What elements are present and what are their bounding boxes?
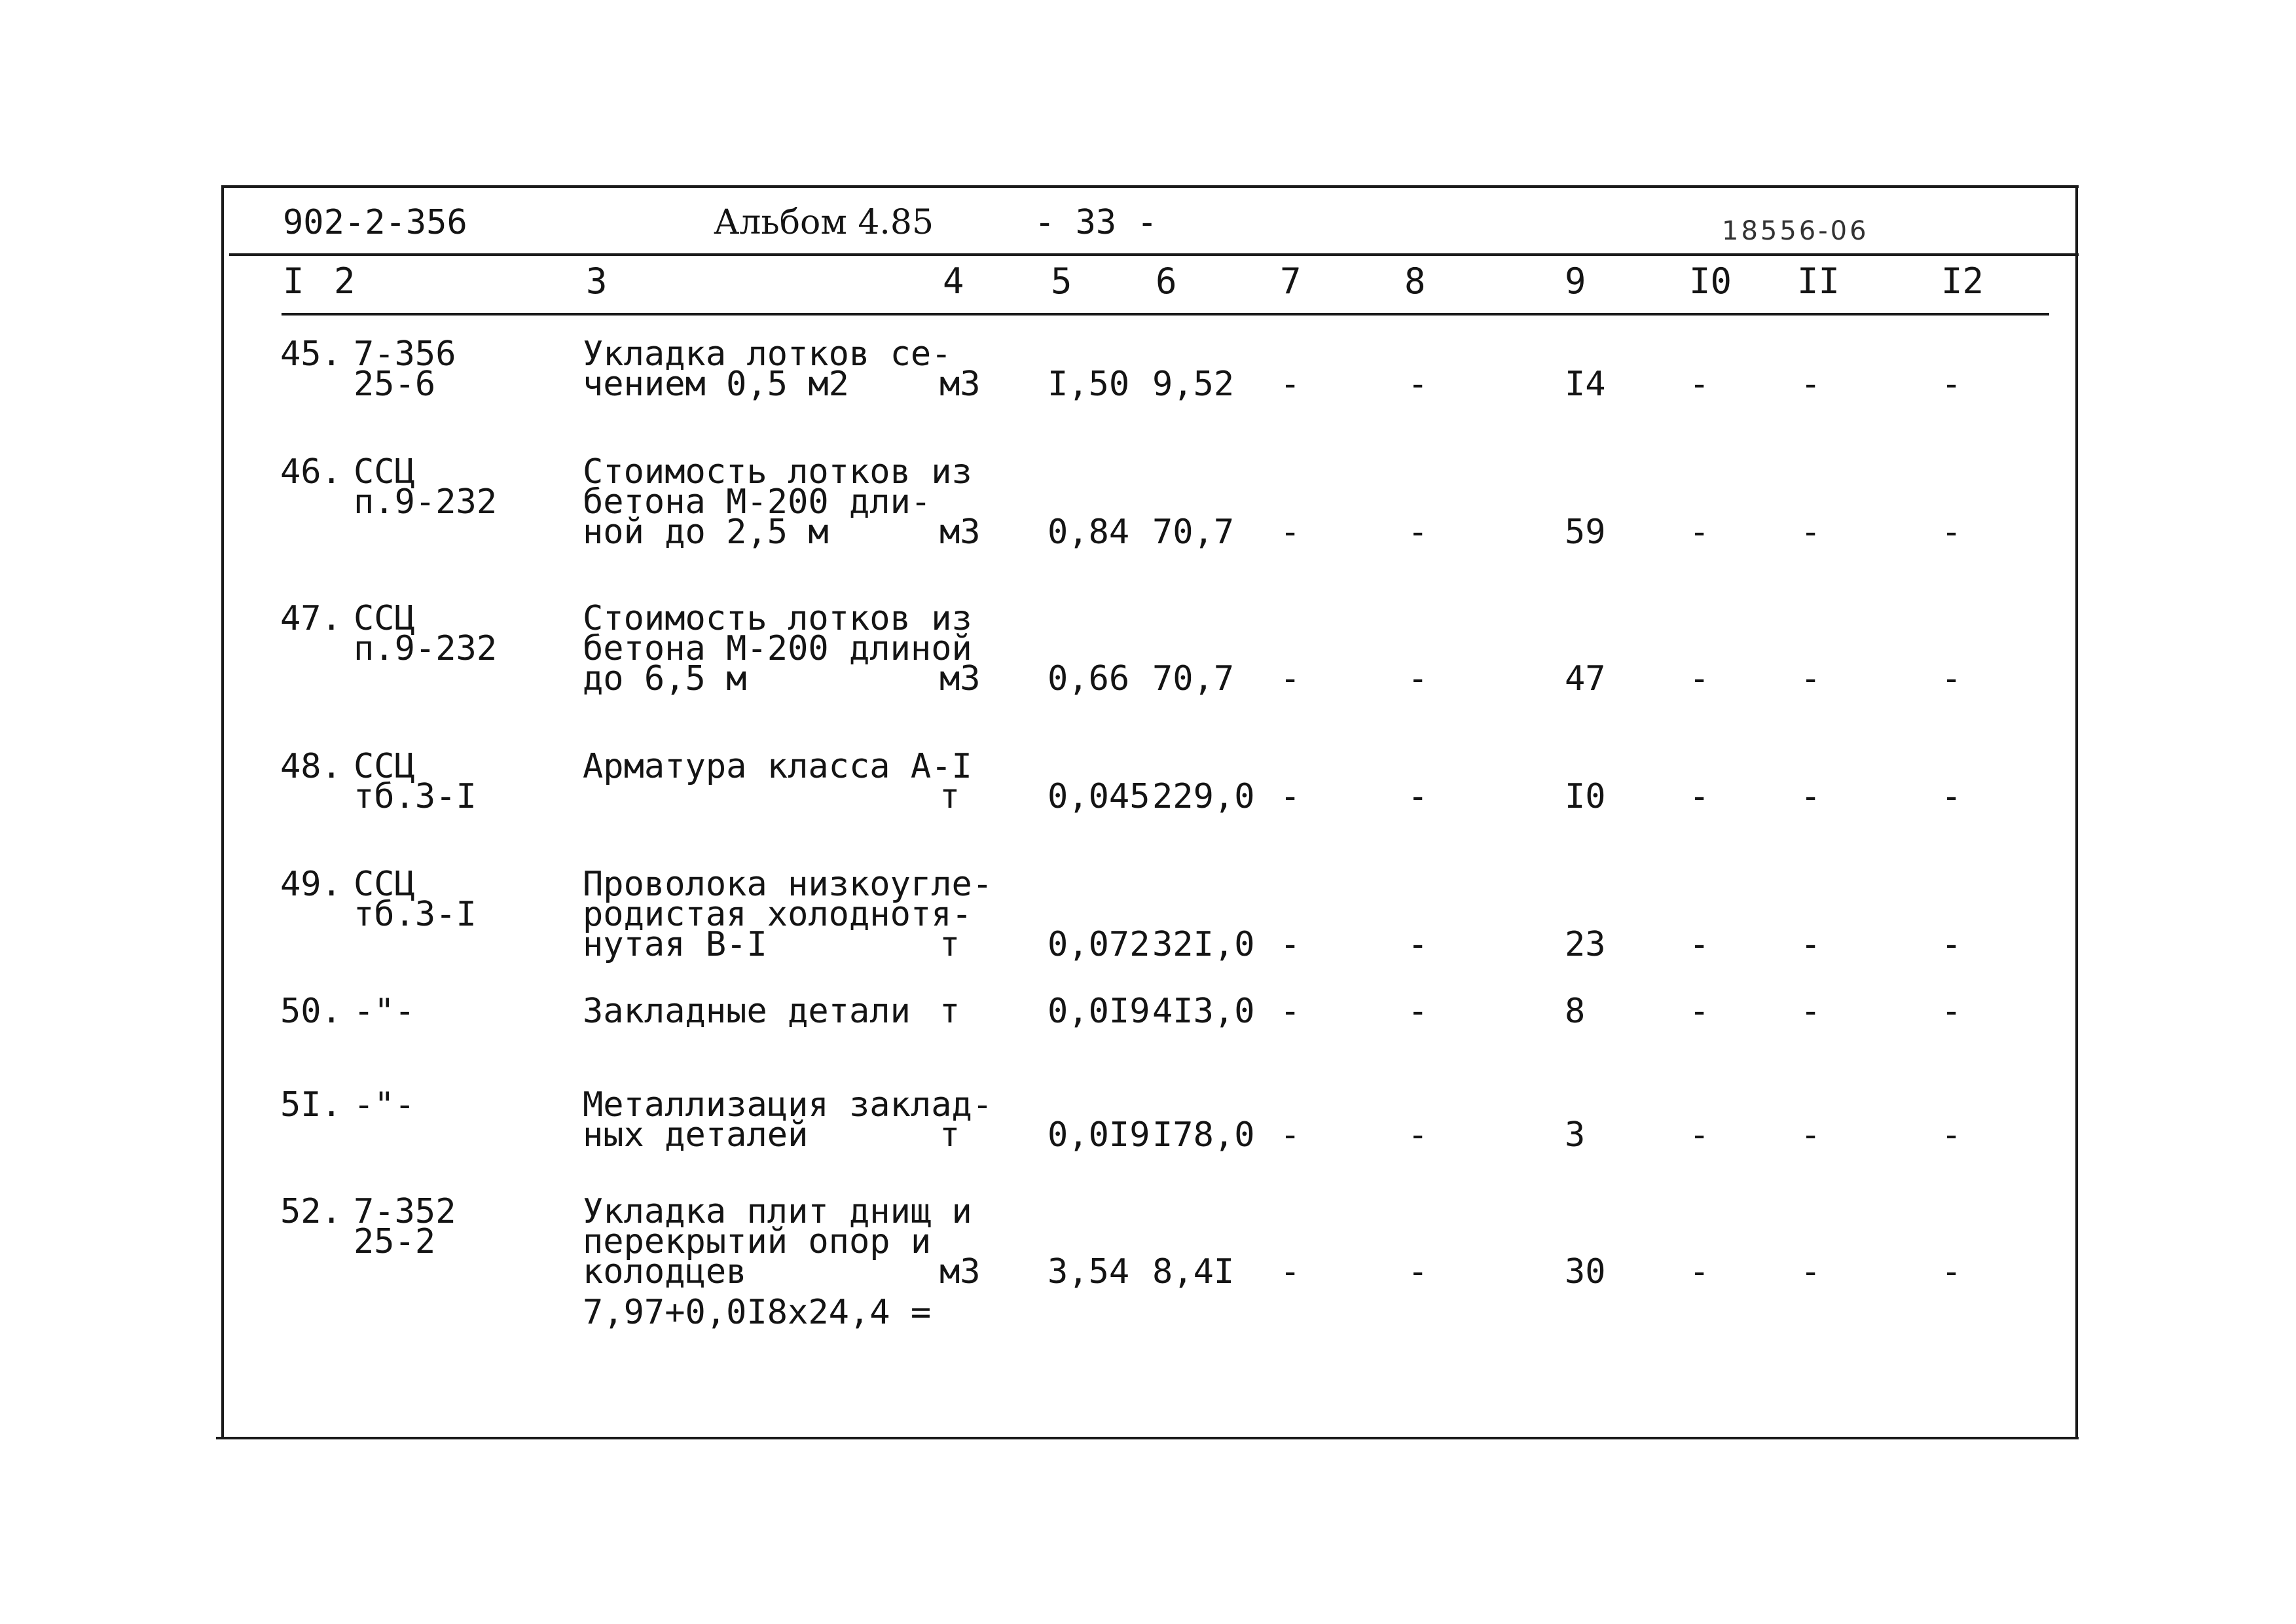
row-reference: ССЦ п.9-232 xyxy=(354,599,498,668)
row-description: Металлизация заклад- ных деталей xyxy=(583,1085,993,1155)
row-unit: м3 xyxy=(939,365,981,404)
row-quantity: 3,54 xyxy=(1048,1252,1130,1291)
row-col-8: - xyxy=(1408,1252,1429,1291)
column-number-5: 5 xyxy=(1051,261,1072,302)
row-reference: ССЦ п.9-232 xyxy=(354,452,498,522)
row-col-9: 30 xyxy=(1565,1252,1606,1291)
row-unit: т xyxy=(939,777,960,816)
row-col-12: - xyxy=(1941,992,1962,1031)
row-col-8: - xyxy=(1408,365,1429,404)
row-number: 49. xyxy=(280,865,342,904)
album-label: Альбом 4.85 xyxy=(714,203,934,242)
row-quantity: 0,84 xyxy=(1048,513,1130,552)
row-number: 45. xyxy=(280,334,342,374)
row-col-8: - xyxy=(1408,925,1429,964)
column-number-9: 9 xyxy=(1565,261,1586,302)
column-number-1: I xyxy=(283,261,304,302)
row-description: Укладка плит днищ и перекрытий опор и колодцев xyxy=(583,1192,972,1291)
row-unit-price: 9,52 xyxy=(1152,365,1235,404)
row-quantity: 0,045 xyxy=(1048,777,1150,816)
row-col-9: 8 xyxy=(1565,992,1586,1031)
row-unit-price: 32I,0 xyxy=(1152,925,1255,964)
row-unit-price: 4I3,0 xyxy=(1152,992,1255,1031)
row-col-12: - xyxy=(1941,925,1962,964)
row-col-12: - xyxy=(1941,777,1962,816)
row-col-9: 23 xyxy=(1565,925,1606,964)
row-col-7: - xyxy=(1280,365,1301,404)
row-description: Арматура класса А-I xyxy=(583,747,972,786)
row-unit: т xyxy=(939,925,960,964)
row-col-7: - xyxy=(1280,1115,1301,1155)
row-description: Проволока низкоугле- родистая холоднотя- нутая В-I xyxy=(583,865,993,964)
row-quantity: I,50 xyxy=(1048,365,1130,404)
column-header-underline xyxy=(282,313,2049,316)
row-unit-price: 8,4I xyxy=(1152,1252,1235,1291)
row-description: Стоимость лотков из бетона М-200 дли- ной до 2,5 м xyxy=(583,452,972,552)
row-description: Стоимость лотков из бетона М-200 длиной до 6,5 м xyxy=(583,599,972,698)
column-number-11: II xyxy=(1797,261,1840,302)
row-unit-price: I78,0 xyxy=(1152,1115,1255,1155)
row-col-8: - xyxy=(1408,1115,1429,1155)
row-number: 5I. xyxy=(280,1085,342,1125)
row-col-10: - xyxy=(1689,1252,1710,1291)
row-col-10: - xyxy=(1689,992,1710,1031)
row-col-11: - xyxy=(1800,659,1821,698)
row-col-9: 47 xyxy=(1565,659,1606,698)
frame-top-border xyxy=(223,185,2079,188)
row-col-7: - xyxy=(1280,925,1301,964)
column-number-12: I2 xyxy=(1941,261,1984,302)
row-col-7: - xyxy=(1280,1252,1301,1291)
row-number: 48. xyxy=(280,747,342,786)
column-number-4: 4 xyxy=(943,261,964,302)
column-number-2: 2 xyxy=(334,261,355,302)
column-number-10: I0 xyxy=(1689,261,1732,302)
row-col-12: - xyxy=(1941,1115,1962,1155)
row-col-8: - xyxy=(1408,777,1429,816)
frame-header-divider xyxy=(229,253,2079,256)
archive-stamp-number: 18556-06 xyxy=(1722,216,1869,246)
row-reference: -"- xyxy=(354,992,415,1031)
row-col-10: - xyxy=(1689,1115,1710,1155)
column-number-3: 3 xyxy=(586,261,608,302)
row-reference: ССЦ тб.3-I xyxy=(354,747,477,816)
column-number-7: 7 xyxy=(1280,261,1302,302)
row-unit-price: 70,7 xyxy=(1152,513,1235,552)
row-unit: т xyxy=(939,992,960,1031)
row-unit: м3 xyxy=(939,513,981,552)
row-col-10: - xyxy=(1689,777,1710,816)
row-col-11: - xyxy=(1800,777,1821,816)
row-col-11: - xyxy=(1800,992,1821,1031)
row-reference: 7-356 25-6 xyxy=(354,334,456,404)
row-col-10: - xyxy=(1689,925,1710,964)
formula-line: 7,97+0,0I8x24,4 = xyxy=(583,1293,932,1332)
row-col-8: - xyxy=(1408,659,1429,698)
frame-right-border xyxy=(2075,185,2078,1439)
row-quantity: 0,072 xyxy=(1048,925,1150,964)
row-reference: -"- xyxy=(354,1085,415,1125)
row-number: 50. xyxy=(280,992,342,1031)
row-col-7: - xyxy=(1280,777,1301,816)
row-col-9: 3 xyxy=(1565,1115,1586,1155)
row-col-11: - xyxy=(1800,1115,1821,1155)
row-col-12: - xyxy=(1941,1252,1962,1291)
row-description: Укладка лотков се- чением 0,5 м2 xyxy=(583,334,952,404)
row-col-7: - xyxy=(1280,659,1301,698)
row-unit: т xyxy=(939,1115,960,1155)
frame-bottom-border xyxy=(216,1437,2079,1439)
row-number: 52. xyxy=(280,1192,342,1231)
row-quantity: 0,66 xyxy=(1048,659,1130,698)
frame-left-border xyxy=(221,185,224,1439)
row-unit-price: 229,0 xyxy=(1152,777,1255,816)
row-unit-price: 70,7 xyxy=(1152,659,1235,698)
row-quantity: 0,0I9 xyxy=(1048,1115,1150,1155)
row-col-10: - xyxy=(1689,365,1710,404)
row-col-11: - xyxy=(1800,925,1821,964)
row-unit: м3 xyxy=(939,659,981,698)
row-quantity: 0,0I9 xyxy=(1048,992,1150,1031)
row-number: 46. xyxy=(280,452,342,492)
row-reference: ССЦ тб.3-I xyxy=(354,865,477,934)
document-code: 902-2-356 xyxy=(283,203,467,242)
column-number-8: 8 xyxy=(1404,261,1426,302)
row-col-12: - xyxy=(1941,513,1962,552)
row-unit: м3 xyxy=(939,1252,981,1291)
row-col-9: I0 xyxy=(1565,777,1606,816)
column-number-6: 6 xyxy=(1156,261,1177,302)
row-number: 47. xyxy=(280,599,342,638)
row-reference: 7-352 25-2 xyxy=(354,1192,456,1261)
row-col-7: - xyxy=(1280,513,1301,552)
row-col-9: 59 xyxy=(1565,513,1606,552)
row-col-7: - xyxy=(1280,992,1301,1031)
row-col-11: - xyxy=(1800,513,1821,552)
row-col-10: - xyxy=(1689,513,1710,552)
page-number: - 33 - xyxy=(1034,203,1157,242)
row-col-10: - xyxy=(1689,659,1710,698)
row-col-8: - xyxy=(1408,513,1429,552)
row-col-8: - xyxy=(1408,992,1429,1031)
row-col-9: I4 xyxy=(1565,365,1606,404)
row-col-11: - xyxy=(1800,365,1821,404)
row-col-12: - xyxy=(1941,365,1962,404)
row-col-12: - xyxy=(1941,659,1962,698)
row-col-11: - xyxy=(1800,1252,1821,1291)
row-description: Закладные детали xyxy=(583,992,911,1031)
